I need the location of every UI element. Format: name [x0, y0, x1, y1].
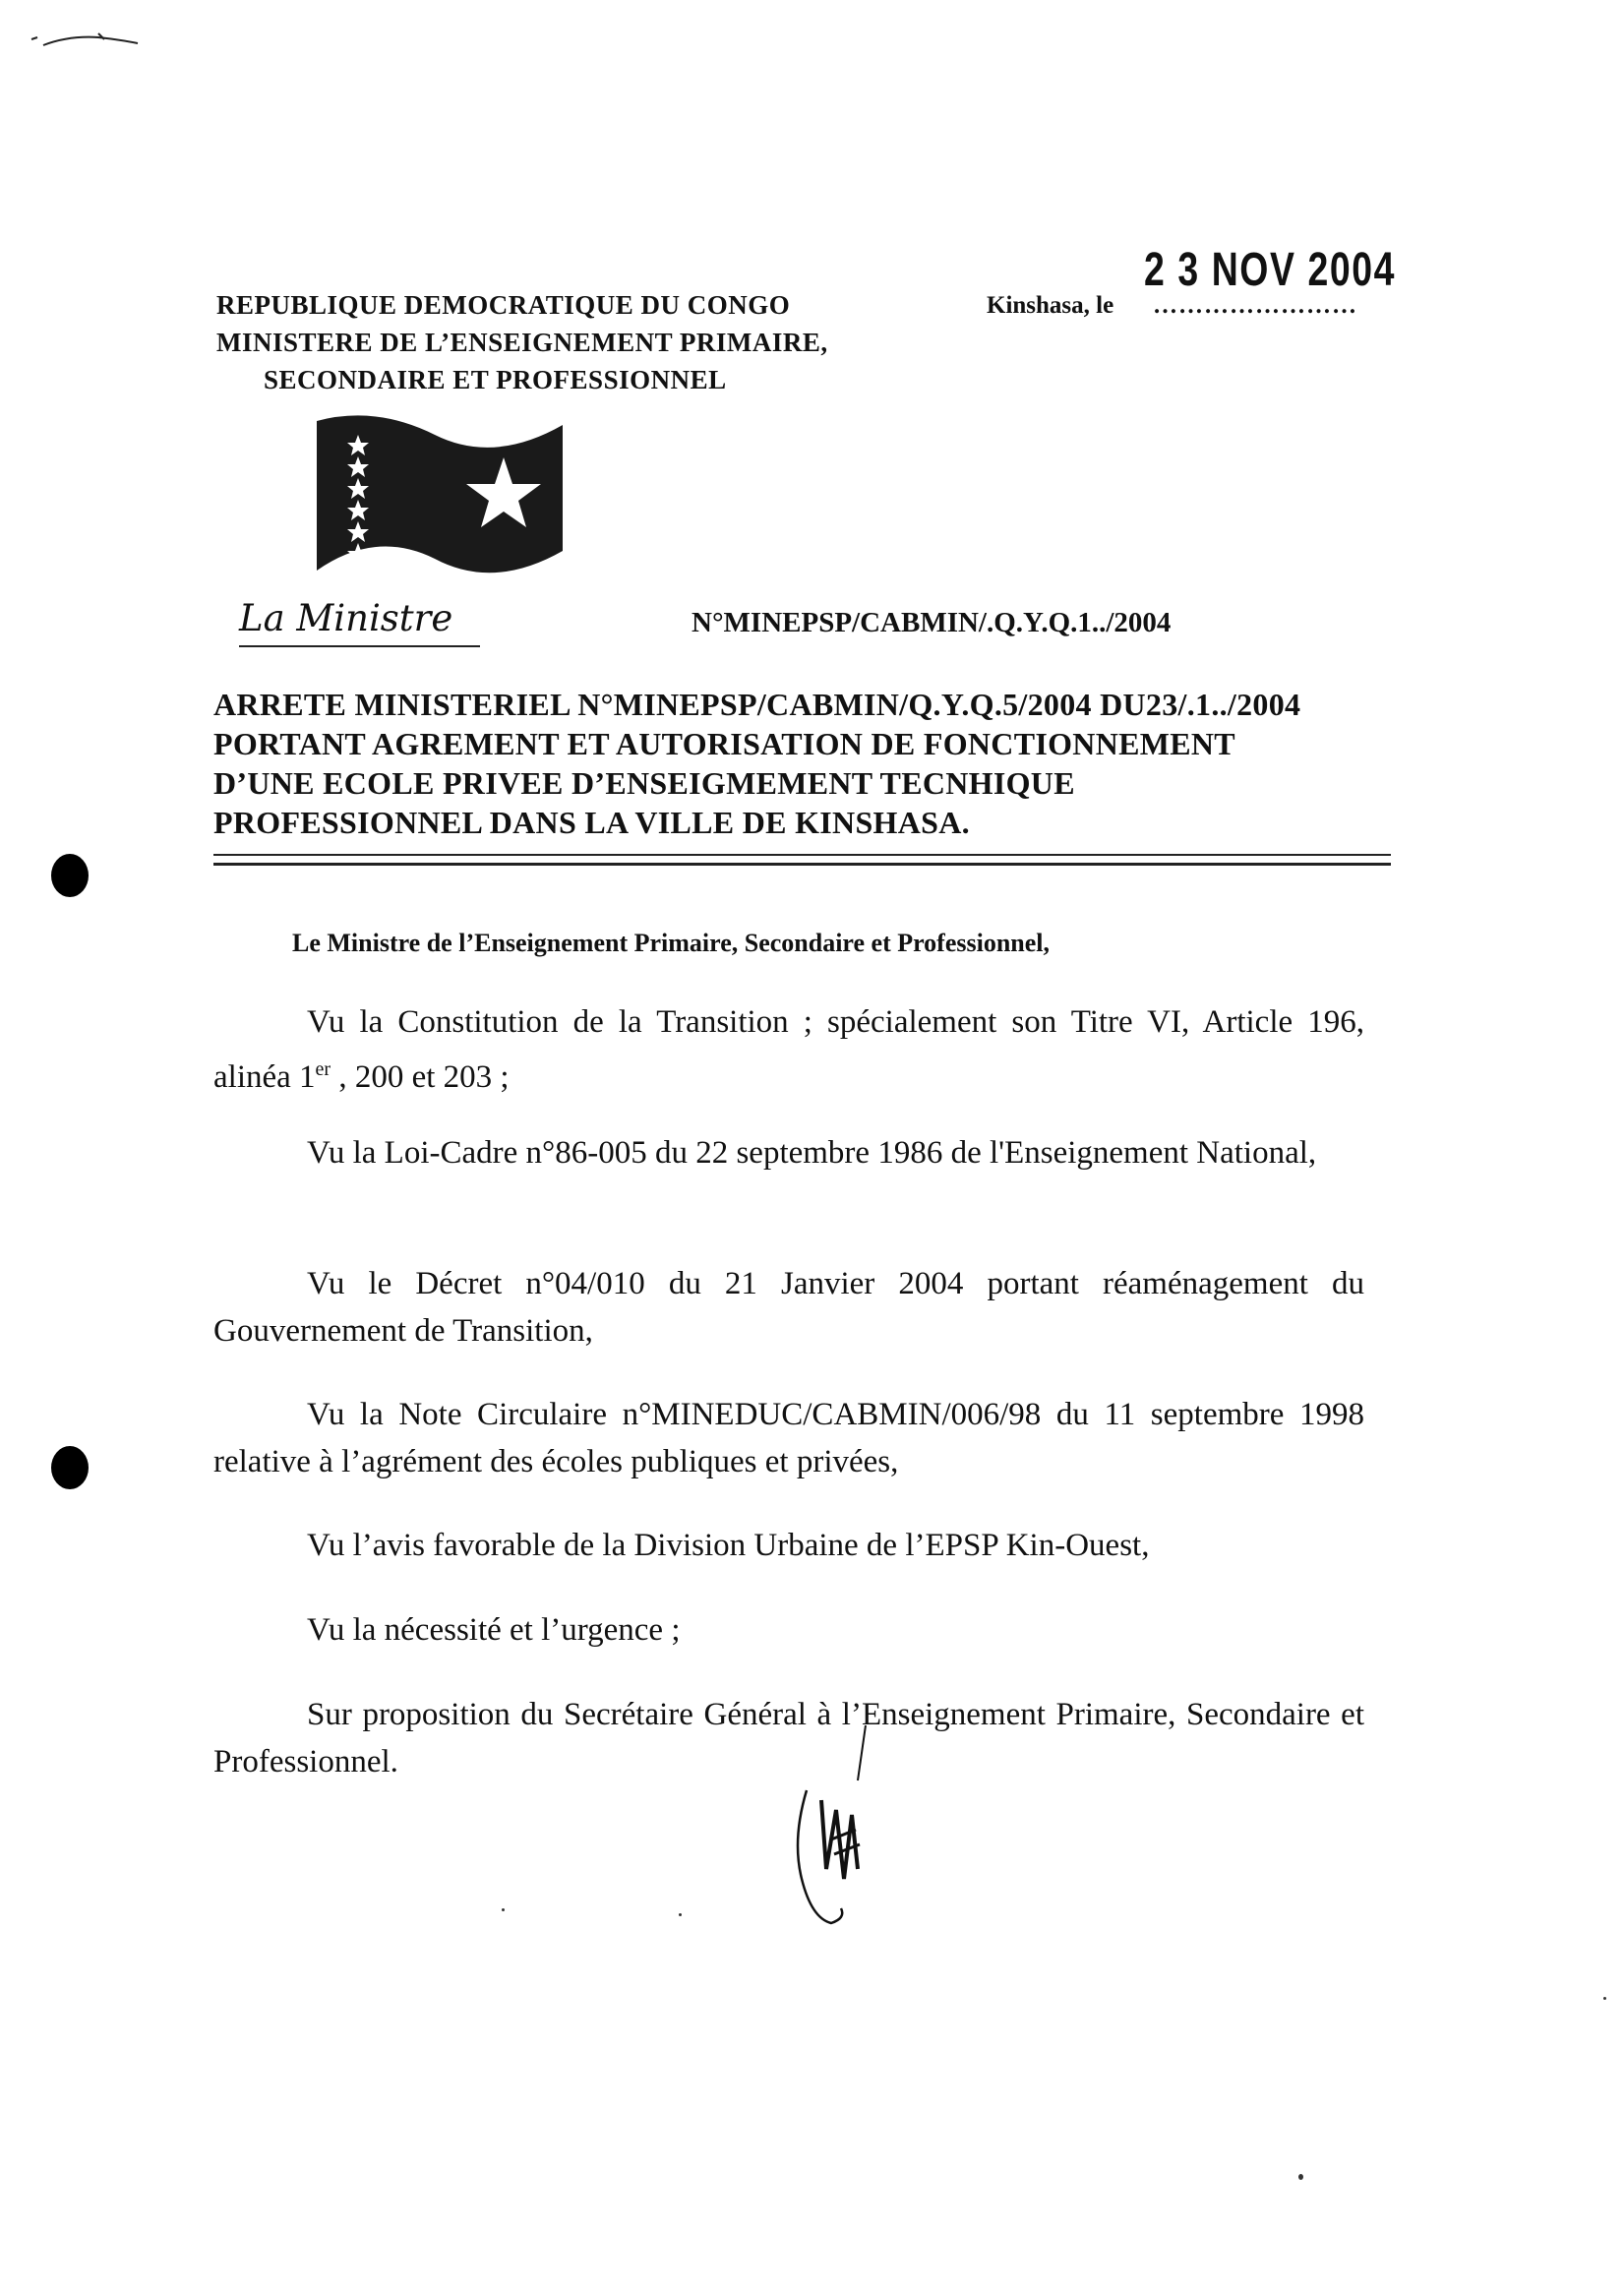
decree-title-line: PROFESSIONNEL DANS LA VILLE DE KINSHASA. — [213, 805, 970, 840]
consideration-text: Vu la Constitution de la Transition ; spécialement son Titre VI, Article 196, alinéa 1 — [213, 1004, 1364, 1095]
decree-title-line: PORTANT AGREMENT ET AUTORISATION DE FONCTIONNEMENT — [213, 726, 1235, 761]
superscript: er — [315, 1058, 331, 1080]
scan-speck — [1603, 1997, 1606, 2000]
punch-hole — [51, 1446, 89, 1489]
consideration-text: Vu le Décret n°04/010 du 21 Janvier 2004 portant réaménagement du Gouvernement de Transition, — [213, 1266, 1364, 1349]
punch-hole — [51, 854, 89, 897]
decree-title-line: D’UNE ECOLE PRIVEE D’ENSEIGMEMENT TECNHIQUE — [213, 765, 1075, 801]
place-label: Kinshasa, le — [987, 292, 1114, 319]
consideration-circulaire — [213, 1391, 1364, 1485]
consideration-text: Sur proposition du Secrétaire Général à l’Enseignement Primaire, Secondaire et Professionnel. — [213, 1697, 1364, 1779]
header-ministry: MINISTERE DE L’ENSEIGNEMENT PRIMAIRE, — [216, 328, 828, 357]
preamble: Le Ministre de l’Enseignement Primaire, Secondaire et Professionnel, — [292, 929, 1051, 957]
consideration-avis — [213, 1522, 1364, 1569]
date-dots: …………………… — [1153, 292, 1357, 319]
consideration-text: Vu la nécessité et l’urgence ; — [307, 1612, 681, 1648]
consideration-text: Vu l’avis favorable de la Division Urbaine de l’EPSP Kin-Ouest, — [307, 1528, 1150, 1563]
consideration-text: , 200 et 203 ; — [331, 1059, 510, 1095]
minister-title: La Ministre — [239, 597, 453, 639]
minister-title-underline — [239, 645, 480, 647]
scan-speck — [679, 1913, 682, 1916]
title-rule-double — [213, 863, 1391, 866]
consideration-urgence — [213, 1606, 1364, 1654]
reference-number: N°MINEPSP/CABMIN/.Q.Y.Q.1../2004 — [692, 607, 1172, 638]
scan-speck — [1298, 2174, 1303, 2180]
consideration-constitution — [213, 998, 1364, 1101]
date-stamp: 2 3 NOV 2004 — [1144, 244, 1396, 296]
handwritten-signature — [787, 1721, 895, 1948]
decree-title-line: ARRETE MINISTERIEL N°MINEPSP/CABMIN/Q.Y.Q.5/2004 DU23/.1../2004 — [213, 687, 1301, 722]
consideration-decret — [213, 1260, 1364, 1355]
consideration-text: Vu la Loi-Cadre n°86-005 du 22 septembre 1986 de l'Enseignement National, — [307, 1135, 1317, 1171]
drc-flag-icon — [317, 413, 563, 585]
header-ministry-cont: SECONDAIRE ET PROFESSIONNEL — [264, 365, 727, 394]
scan-mark — [30, 28, 148, 57]
header-country: REPUBLIQUE DEMOCRATIQUE DU CONGO — [216, 290, 791, 320]
scan-speck — [502, 1908, 505, 1911]
consideration-loi-cadre — [213, 1129, 1364, 1176]
consideration-text: Vu la Note Circulaire n°MINEDUC/CABMIN/006/98 du 11 septembre 1998 relative à l’agrément des écoles publiques et privées, — [213, 1397, 1364, 1479]
title-rule — [213, 854, 1391, 856]
decree-title — [213, 685, 1384, 842]
